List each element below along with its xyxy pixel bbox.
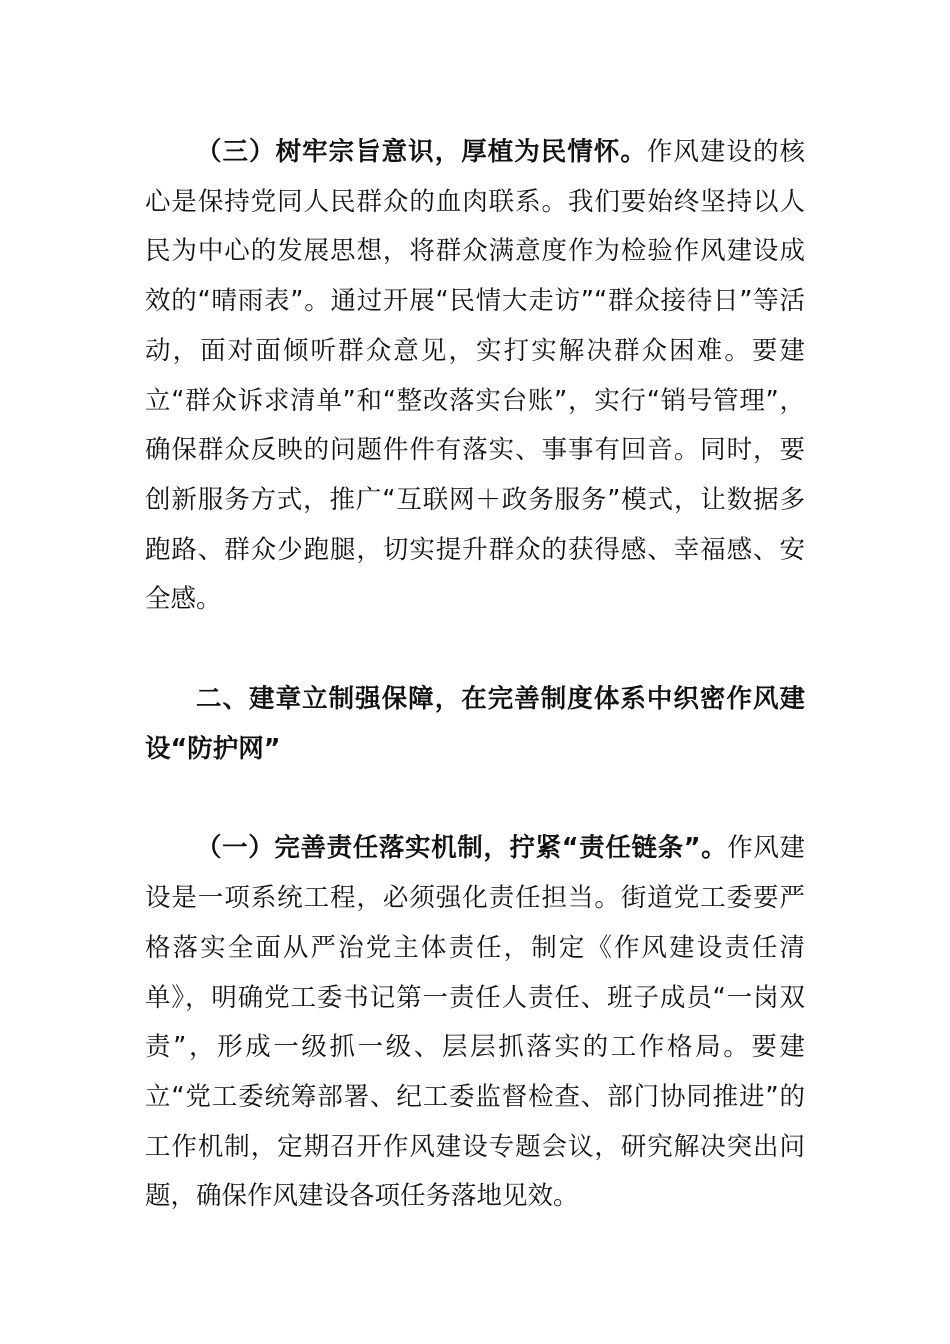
part-2-heading: 二、建章立制强保障，在完善制度体系中织密作风建设“防护网”	[145, 684, 805, 764]
section-3-body: 作风建设的核心是保持党同人民群众的血肉联系。我们要始终坚持以人民为中心的发展思想，将群众满意度作为检验作风建设成效的“晴雨表”。通过开展“民情大走访”“群众接待日”等活动，面对面倾听群众意见，实打实解决群众困难。要建立“群众诉求清单”和“整改落实台账”，实行“销号管理”，确保群众反映的问题件件有落实、事事有回音。同时，要创新服务方式，推广“互联网＋政务服务”模式，让数据多跑路、群众少跑腿，切实提升群众的获得感、幸福感、安全感。	[145, 137, 805, 615]
section-1-lead: （一）完善责任落实机制，拧紧“责任链条”。	[196, 833, 728, 864]
document-body	[145, 128, 805, 1222]
section-1-body: 作风建设是一项系统工程，必须强化责任担当。街道党工委要严格落实全面从严治党主体责任，制定《作风建设责任清单》，明确党工委书记第一责任人责任、班子成员“一岗双责”，形成一级抓一级、层层抓落实的工作格局。要建立“党工委统筹部署、纪工委监督检查、部门协同推进”的工作机制，定期召开作风建设专题会议，研究解决突出问题，确保作风建设各项任务落地见效。	[145, 833, 805, 1212]
section-3-lead: （三）树牢宗旨意识，厚植为民情怀。	[196, 137, 647, 167]
paragraph-section-1	[145, 824, 805, 1222]
paragraph-section-3	[145, 128, 805, 625]
